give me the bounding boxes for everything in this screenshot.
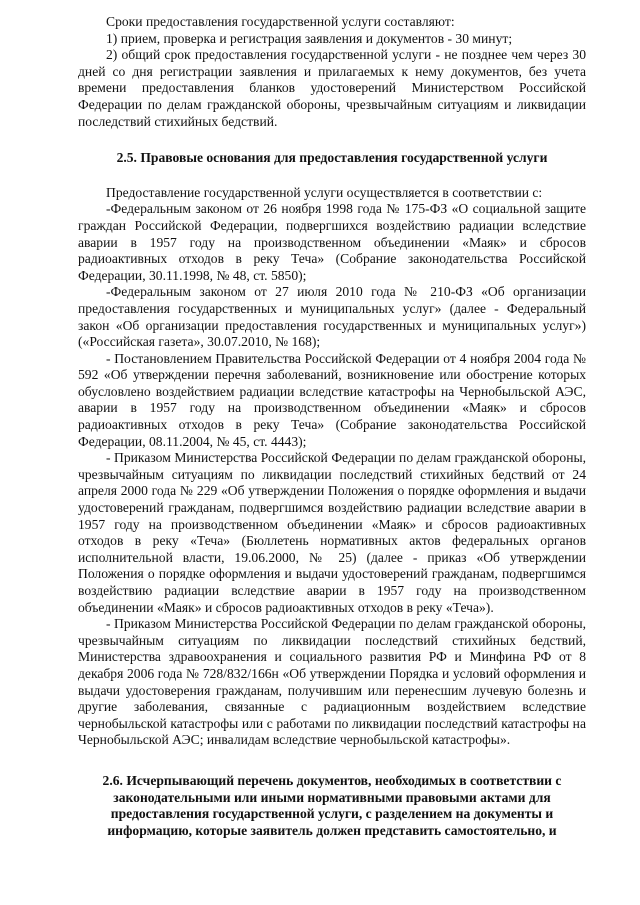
- intro-line: Сроки предоставления государственной услуги составляют:: [106, 14, 455, 29]
- legal-basis-item: -Федеральным законом от 26 ноября 1998 года № 175-ФЗ «О социальной защите граждан Российской Федерации, подвергшихся воздействию радиации вследствие аварии в 1957 году на производственном объединении «Маяк» и сбросов радиоактивных отходов в реку Теча» (Собрание законодательства Российской Федерации, 30.11.1998, № 48, ст. 5850);: [78, 201, 586, 283]
- intro-item-2: 2) общий срок предоставления государственной услуги - не позднее чем через 30 дней со дня регистрации заявления и прилагаемых к нему документов, без учета времени предоставления бланков удостоверений Министерством Российской Федерации по делам гражданской обороны, чрезвычайным ситуациям и ликвидации последствий стихийных бедствий.: [78, 47, 586, 129]
- legal-basis-item: - Приказом Министерства Российской Федерации по делам гражданской обороны, чрезвычайным ситуациям по ликвидации последствий стихийных бедствий, Министерства здравоохранения и социального развития РФ и Минфина РФ от 8 декабря 2006 года № 728/832/166н «Об утверждении Порядка и условий оформления и выдачи удостоверения гражданам, получившим или перенесшим лучевую болезнь и другие заболевания, связанные с радиационным воздействием вследствие чернобыльской катастрофы или с работами по ликвидации последствий катастрофы на Чернобыльской АЭС; инвалидам вследствие чернобыльской катастрофы».: [78, 616, 586, 748]
- section-2-5-lead: Предоставление государственной услуги осуществляется в соответствии с:: [106, 184, 543, 200]
- intro-item-1: 1) прием, проверка и регистрация заявления и документов - 30 минут;: [106, 30, 513, 46]
- legal-basis-item: - Приказом Министерства Российской Федерации по делам гражданской обороны, чрезвычайным ситуациям по ликвидации последствий стихийных бедствий от 24 апреля 2000 года № 229 «Об утверждении Положения о порядке оформления и выдачи удостоверений гражданам, подвергшимся воздействию радиации вследствие аварии в 1957 году на производственном объединении «Маяк» и сбросов радиоактивных отходов в реку «Теча» (Бюллетень нормативных актов федеральных органов исполнительной власти, 19.06.2000, № 25) (далее - приказ «Об утверждении Положения о порядке оформления и выдачи удостоверений гражданам, подвергшимся воздействию радиации вследствие аварии в 1957 году на производственном объединении «Маяк» и сбросов радиоактивных отходов в реку «Теча»).: [78, 450, 586, 615]
- legal-basis-item: -Федеральным законом от 27 июля 2010 года № 210-ФЗ «Об организации предоставления государственных и муниципальных услуг» (далее - Федеральный закон «Об организации предоставления государственных и муниципальных услуг») («Российская газета», 30.07.2010, № 168);: [78, 284, 586, 350]
- section-2-6-heading: 2.6. Исчерпывающий перечень документов, необходимых в соответствии с законодательными или иными нормативными правовыми актами для предоставления государственной услуги, с разделением на документы и информацию, которые заявитель должен представить самостоятельно, и: [102, 772, 562, 838]
- section-2-5-heading: 2.5. Правовые основания для предоставления государственной услуги: [116, 150, 548, 166]
- legal-basis-item: - Постановлением Правительства Российской Федерации от 4 ноября 2004 года № 592 «Об утверждении перечня заболеваний, возникновение или обострение которых обусловлено воздействием радиации вследствие катастрофы на Чернобыльской АЭС, аварии в 1957 году на производственном объединении «Маяк» и сбросов радиоактивных отходов в реку Теча» (Собрание законодательства Российской Федерации, 08.11.2004, № 45, ст. 4443);: [78, 350, 586, 449]
- document-page: [78, 14, 586, 839]
